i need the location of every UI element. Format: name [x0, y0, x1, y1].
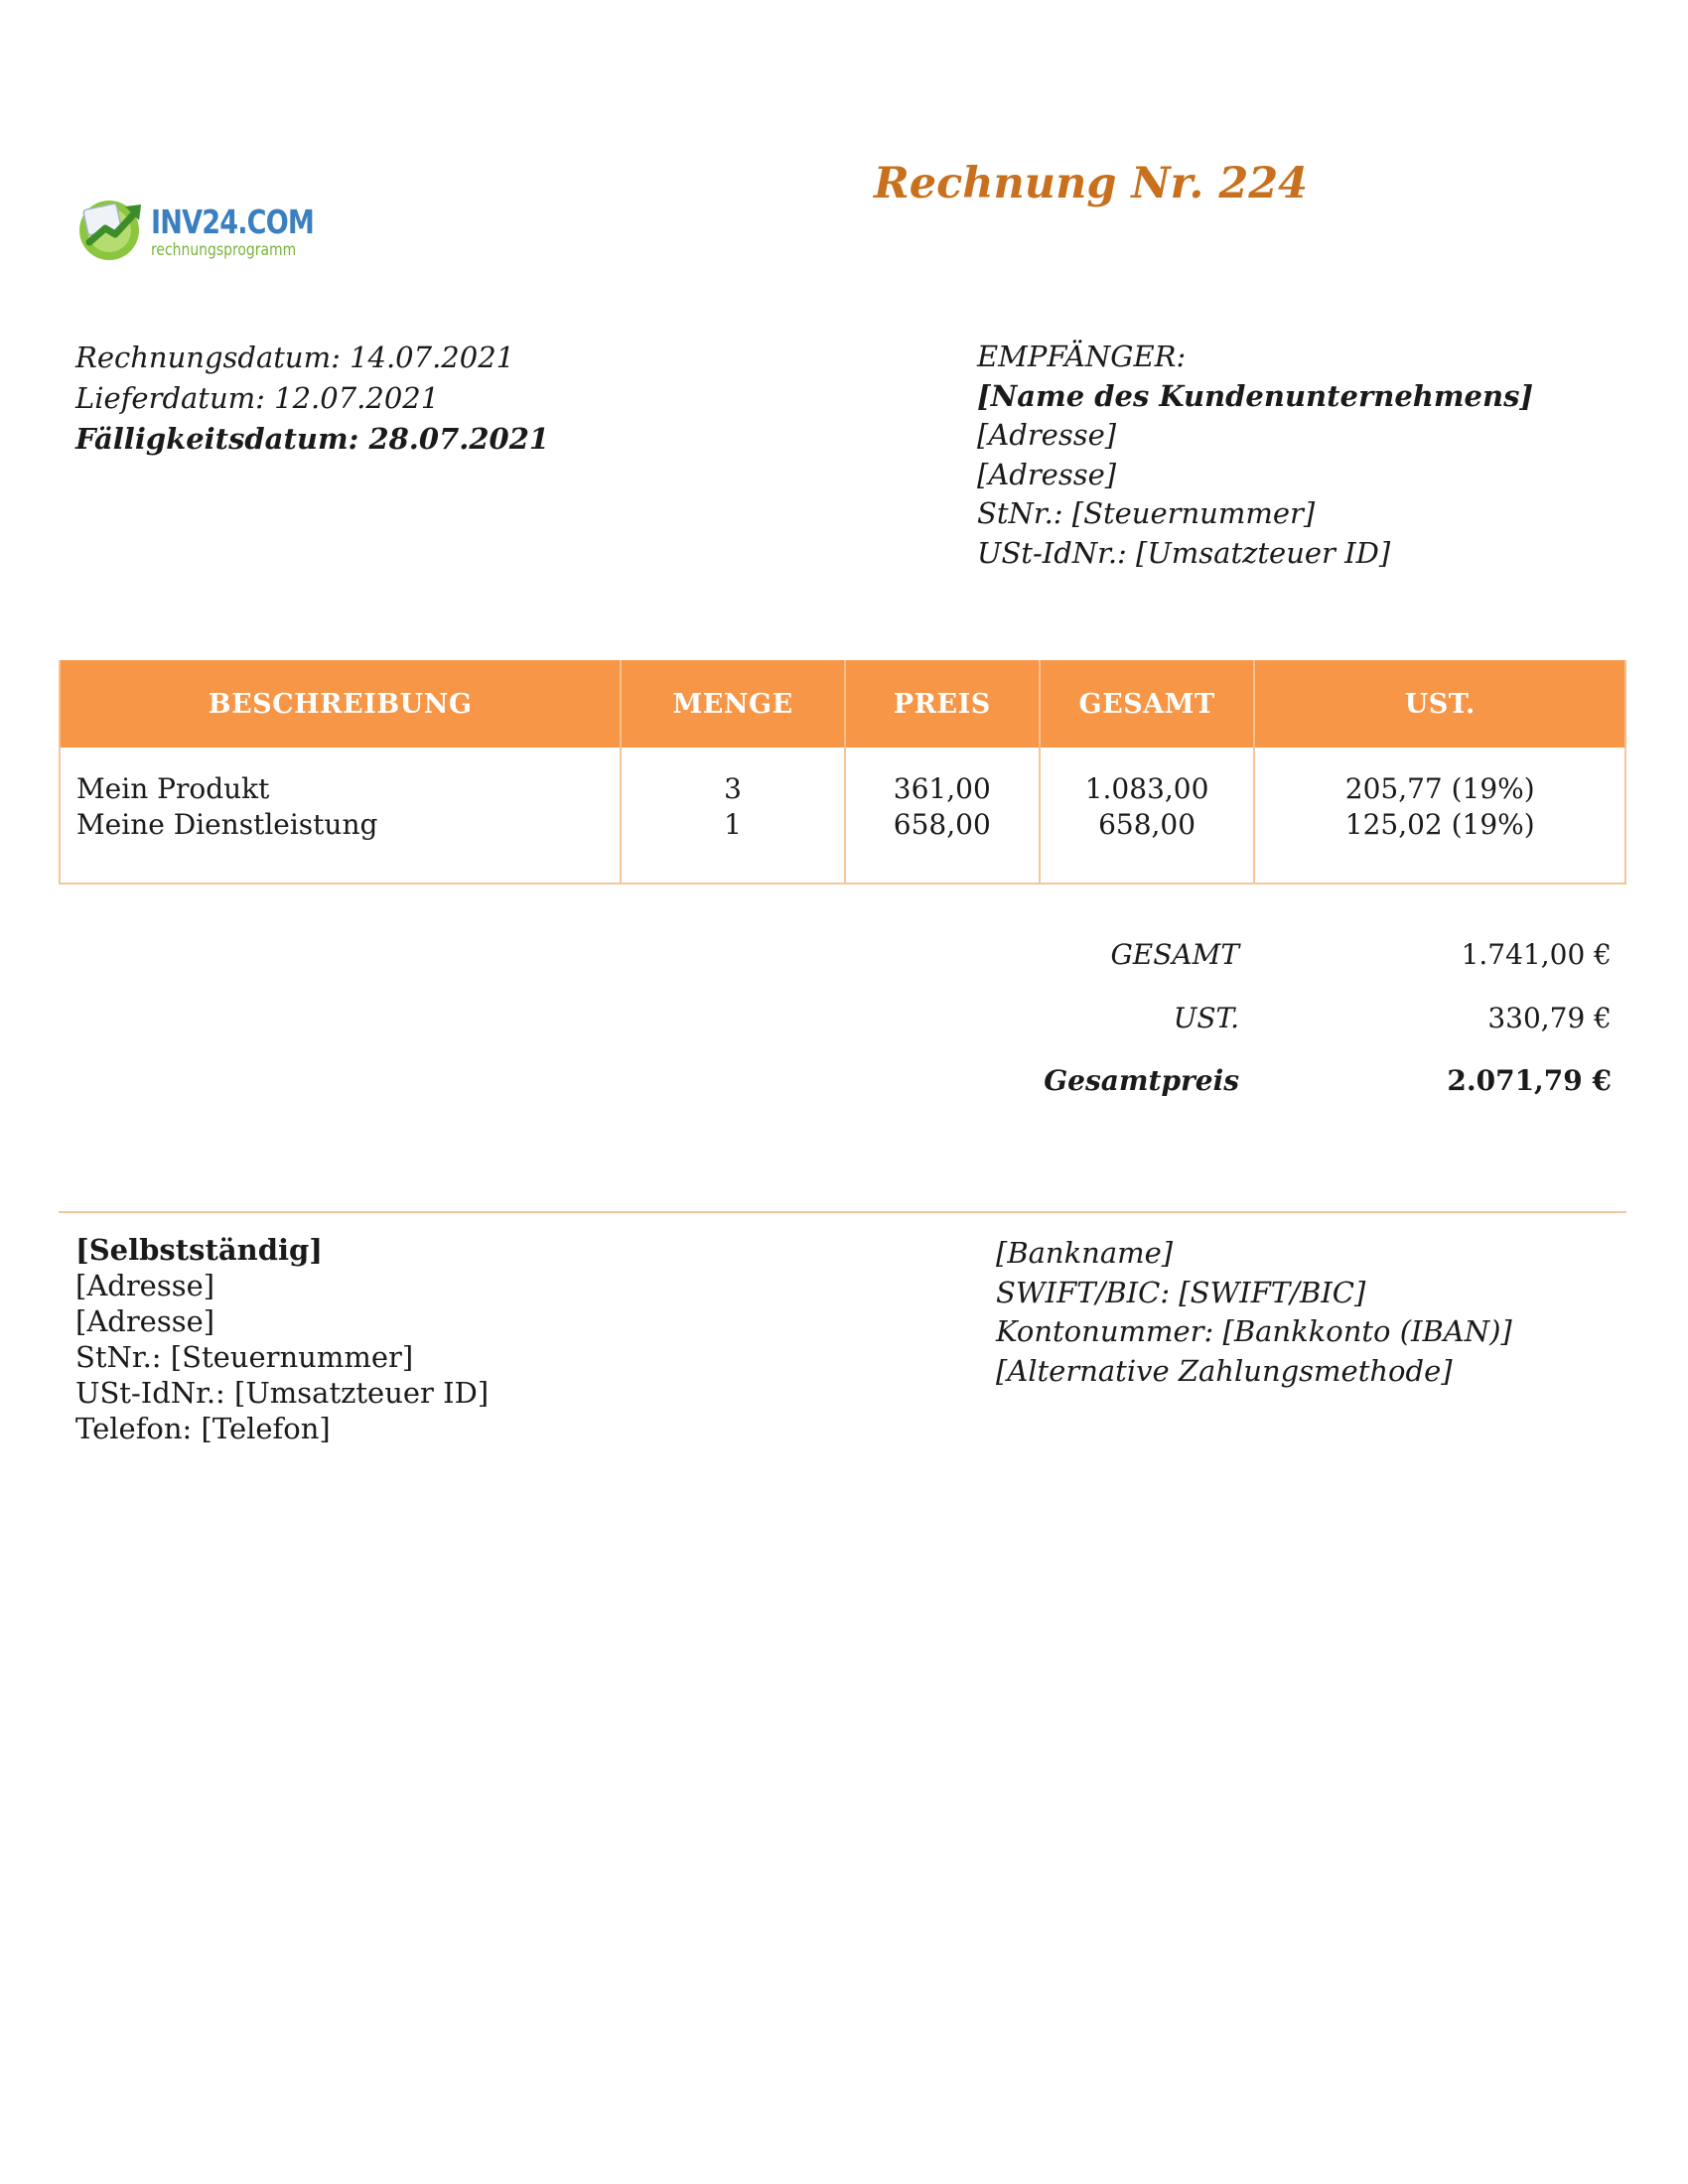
net-total-label: GESAMT — [1110, 938, 1239, 971]
delivery-date: Lieferdatum: 12.07.2021 — [75, 381, 440, 415]
seller-phone: Telefon: [Telefon] — [75, 1412, 331, 1445]
recipient-address-2: [Adresse] — [977, 457, 1117, 491]
grand-total-value: 2.071,79 € — [1447, 1064, 1612, 1097]
recipient-name: [Name des Kundenunternehmens] — [977, 378, 1534, 413]
column-header-description: BESCHREIBUNG — [60, 660, 621, 748]
seller-tax-number: StNr.: [Steuernummer] — [75, 1340, 414, 1374]
alternative-payment: [Alternative Zahlungsmethode] — [996, 1353, 1453, 1388]
column-header-price: PREIS — [845, 660, 1040, 748]
seller-name: [Selbstständig] — [75, 1233, 324, 1267]
item-price: 361,00 — [893, 772, 991, 805]
due-date: Fälligkeitsdatum: 28.07.2021 — [75, 422, 550, 456]
price-cell — [845, 748, 1040, 884]
table-body-row — [60, 748, 1625, 884]
total-cell — [1040, 748, 1255, 884]
logo-brand-text: INV24.COM — [151, 203, 315, 241]
column-header-quantity: MENGE — [621, 660, 845, 748]
vat-total-value: 330,79 € — [1487, 1002, 1612, 1034]
invoice-dates — [75, 338, 549, 460]
recipient-heading: EMPFÄNGER: — [977, 340, 1187, 373]
item-quantity: 1 — [724, 808, 742, 841]
quantity-cell — [621, 748, 845, 884]
footer-divider — [59, 1211, 1626, 1213]
description-cell — [60, 748, 621, 884]
company-logo — [75, 189, 315, 268]
bank-block — [996, 1234, 1512, 1391]
item-quantity: 3 — [724, 772, 742, 805]
seller-address-1: [Adresse] — [75, 1269, 215, 1302]
item-description: Mein Produkt — [76, 772, 270, 805]
item-total: 658,00 — [1098, 808, 1196, 841]
item-total: 1.083,00 — [1084, 772, 1209, 805]
column-header-vat: UST. — [1254, 660, 1625, 748]
bank-swift: SWIFT/BIC: [SWIFT/BIC] — [996, 1275, 1366, 1309]
recipient-vat-id: USt-IdNr.: [Umsatzteuer ID] — [977, 535, 1391, 570]
item-price: 658,00 — [893, 808, 991, 841]
column-header-total: GESAMT — [1040, 660, 1255, 748]
recipient-address-1: [Adresse] — [977, 418, 1117, 452]
table-header-row — [60, 660, 1625, 748]
line-items-table — [59, 660, 1626, 885]
invoice-title: Rechnung Nr. 224 — [874, 159, 1309, 208]
item-description: Meine Dienstleistung — [76, 808, 378, 841]
logo-tagline: rechnungsprogramm — [151, 240, 297, 260]
item-vat: 205,77 (19%) — [1344, 772, 1535, 805]
recipient-tax-number: StNr.: [Steuernummer] — [977, 496, 1316, 530]
net-total-value: 1.741,00 € — [1461, 938, 1612, 971]
recipient-block — [977, 338, 1533, 573]
grand-total-label: Gesamtpreis — [1044, 1064, 1239, 1097]
invoice-date: Rechnungsdatum: 14.07.2021 — [75, 341, 515, 374]
bank-account: Kontonummer: [Bankkonto (IBAN)] — [996, 1314, 1512, 1348]
item-vat: 125,02 (19%) — [1344, 808, 1535, 841]
chart-arrow-logo-icon — [75, 193, 147, 264]
bank-name: [Bankname] — [996, 1236, 1174, 1270]
vat-cell — [1254, 748, 1625, 884]
seller-vat-id: USt-IdNr.: [Umsatzteuer ID] — [75, 1376, 490, 1410]
seller-block — [75, 1232, 489, 1446]
vat-total-label: UST. — [1173, 1002, 1239, 1034]
seller-address-2: [Adresse] — [75, 1304, 215, 1338]
